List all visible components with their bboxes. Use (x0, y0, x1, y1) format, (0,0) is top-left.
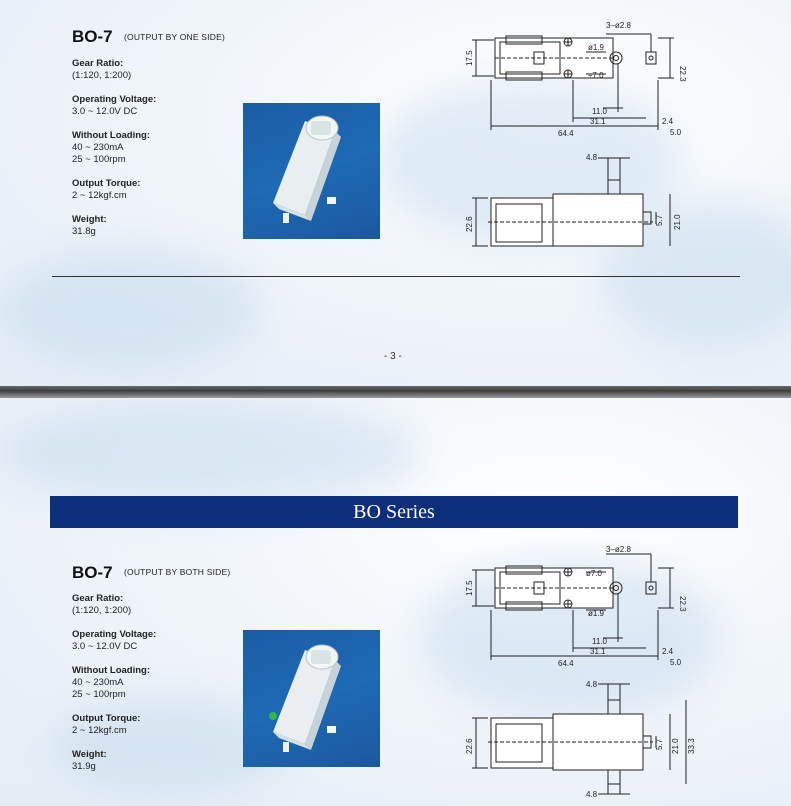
model-name: BO-7 (72, 563, 113, 582)
gear-ratio-value: (1:120, 1:200) (72, 605, 132, 616)
dim-width-4: 64.4 (558, 129, 574, 138)
dim-width-4: 64.4 (558, 659, 574, 668)
gear-motor-illustration (243, 103, 380, 239)
no-load-label: Without Loading: (72, 130, 150, 141)
no-load-label: Without Loading: (72, 665, 150, 676)
weight-value: 31.9g (72, 761, 96, 772)
voltage-label: Operating Voltage: (72, 94, 157, 105)
dim-side-3: 33.3 (687, 738, 696, 754)
divider (52, 276, 740, 277)
dim-shaft-large: ø7.0 (586, 569, 603, 578)
torque-value: 2 ~ 12kgf.cm (72, 725, 127, 736)
dim-width-1: 11.0 (592, 637, 607, 646)
model-subtitle: (OUTPUT BY BOTH SIDE) (124, 567, 231, 577)
dim-width-5: 5.0 (670, 128, 682, 137)
dim-width-1: 11.0 (592, 107, 607, 116)
series-banner: BO Series (50, 496, 738, 528)
catalog-page-4 (0, 398, 791, 806)
dim-side-2: 21.0 (673, 214, 682, 230)
dim-shaft-length: 4.8 (586, 153, 598, 162)
voltage-value: 3.0 ~ 12.0V DC (72, 106, 138, 117)
dim-width-3: 2.4 (662, 647, 674, 656)
product-photo (243, 103, 380, 239)
dim-height-1: 17.5 (465, 50, 474, 66)
torque-label: Output Torque: (72, 178, 141, 189)
side-view-drawing (458, 680, 708, 800)
no-load-current: 40 ~ 230mA (72, 142, 124, 153)
weight-label: Weight: (72, 749, 107, 760)
gear-motor-illustration (243, 630, 380, 767)
dim-holes: 3–ø2.8 (606, 545, 631, 554)
top-view-drawing (458, 18, 698, 138)
torque-label: Output Torque: (72, 713, 141, 724)
model-name: BO-7 (72, 27, 113, 46)
dim-shaft-bottom: 4.8 (586, 790, 598, 799)
weight-value: 31.8g (72, 226, 96, 237)
dim-shaft-top: 4.8 (586, 680, 598, 689)
spec-block (72, 58, 156, 238)
gear-ratio-label: Gear Ratio: (72, 593, 124, 604)
dim-shaft-large: ÷7.0 (588, 71, 604, 80)
dim-side-height: 22.6 (465, 738, 474, 754)
dim-height-2: 22.3 (678, 596, 687, 612)
voltage-label: Operating Voltage: (72, 629, 157, 640)
dim-side-2: 21.0 (671, 738, 680, 754)
dim-shaft-small: ø1.9 (588, 43, 605, 52)
spec-block (72, 593, 156, 773)
model-subtitle: (OUTPUT BY ONE SIDE) (124, 32, 225, 42)
gear-ratio-label: Gear Ratio: (72, 58, 124, 69)
dim-side-height: 22.6 (465, 216, 474, 232)
voltage-value: 3.0 ~ 12.0V DC (72, 641, 138, 652)
dim-side-1: 5.7 (655, 214, 664, 226)
dim-shaft-small: ø1.9 (588, 609, 605, 618)
page-separator (0, 386, 791, 398)
dim-height-2: 22.3 (678, 66, 687, 82)
dim-side-1: 5.7 (655, 738, 664, 750)
dim-width-2: 31.1 (590, 117, 606, 126)
dim-height-1: 17.5 (465, 580, 474, 596)
no-load-rpm: 25 ~ 100rpm (72, 689, 126, 700)
no-load-current: 40 ~ 230mA (72, 677, 124, 688)
page-number: - 3 - (384, 351, 402, 362)
weight-label: Weight: (72, 214, 107, 225)
dim-width-3: 2.4 (662, 117, 674, 126)
dim-width-2: 31.1 (590, 647, 606, 656)
product-photo (243, 630, 380, 767)
side-view-drawing (458, 150, 698, 260)
dim-holes: 3–ø2.8 (606, 21, 631, 30)
dim-width-5: 5.0 (670, 658, 682, 667)
gear-ratio-value: (1:120, 1:200) (72, 70, 132, 81)
no-load-rpm: 25 ~ 100rpm (72, 154, 126, 165)
top-view-drawing (458, 545, 698, 668)
catalog-page-3 (0, 0, 791, 386)
torque-value: 2 ~ 12kgf.cm (72, 190, 127, 201)
